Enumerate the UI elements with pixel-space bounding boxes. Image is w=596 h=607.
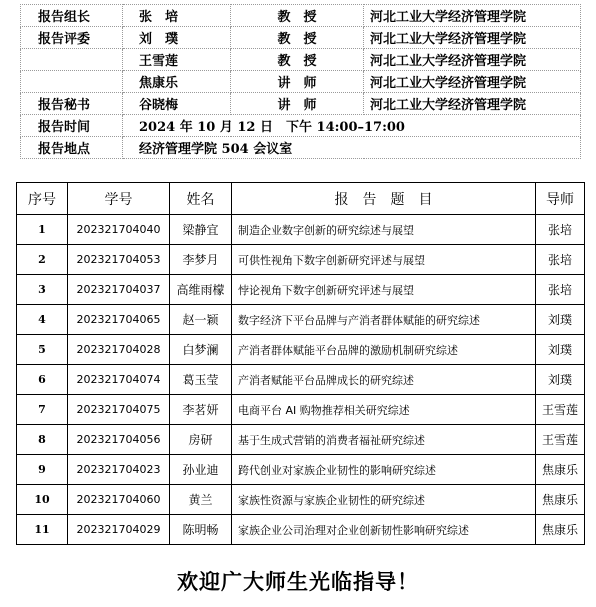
row-name: 梁静宜	[170, 215, 232, 245]
committee-row	[21, 71, 581, 93]
row-advisor: 张培	[536, 215, 585, 245]
row-student-id: 202321704056	[68, 425, 170, 455]
row-advisor: 刘璞	[536, 335, 585, 365]
row-student-id: 202321704028	[68, 335, 170, 365]
table-row	[17, 275, 585, 305]
table-row	[17, 335, 585, 365]
row-no: 9	[17, 455, 68, 485]
row-topic: 家族性资源与家族企业韧性的研究综述	[232, 485, 536, 515]
row-no: 10	[17, 485, 68, 515]
committee-org: 河北工业大学经济管理学院	[364, 5, 581, 27]
header-student-id: 学号	[68, 183, 170, 215]
header-advisor: 导师	[536, 183, 585, 215]
row-topic: 电商平台 AI 购物推荐相关研究综述	[232, 395, 536, 425]
row-no: 7	[17, 395, 68, 425]
row-topic: 可供性视角下数字创新研究评述与展望	[232, 245, 536, 275]
row-advisor: 刘璞	[536, 365, 585, 395]
place-row	[21, 137, 581, 159]
committee-row	[21, 5, 581, 27]
row-student-id: 202321704075	[68, 395, 170, 425]
committee-title: 教 授	[231, 27, 364, 49]
row-topic: 家族企业公司治理对企业创新韧性影响研究综述	[232, 515, 536, 545]
committee-org: 河北工业大学经济管理学院	[364, 27, 581, 49]
row-no: 4	[17, 305, 68, 335]
committee-title: 教 授	[231, 5, 364, 27]
committee-title: 讲 师	[231, 93, 364, 115]
committee-title: 教 授	[231, 49, 364, 71]
row-name: 李梦月	[170, 245, 232, 275]
committee-role: 报告组长	[21, 5, 123, 27]
row-advisor: 焦康乐	[536, 485, 585, 515]
committee-name: 张 培	[123, 5, 231, 27]
place-value: 经济管理学院 504 会议室	[123, 137, 581, 159]
row-topic: 跨代创业对家族企业韧性的影响研究综述	[232, 455, 536, 485]
row-student-id: 202321704060	[68, 485, 170, 515]
committee-row	[21, 49, 581, 71]
committee-role: 报告评委	[21, 27, 123, 49]
committee-row	[21, 27, 581, 49]
committee-name: 刘 璞	[123, 27, 231, 49]
row-topic: 悖论视角下数字创新研究评述与展望	[232, 275, 536, 305]
table-row	[17, 395, 585, 425]
committee-role	[21, 49, 123, 71]
row-advisor: 刘璞	[536, 305, 585, 335]
table-row	[17, 365, 585, 395]
table-row	[17, 425, 585, 455]
table-row	[17, 305, 585, 335]
committee-row	[21, 93, 581, 115]
row-advisor: 张培	[536, 245, 585, 275]
header-no: 序号	[17, 183, 68, 215]
place-label: 报告地点	[21, 137, 123, 159]
row-no: 3	[17, 275, 68, 305]
row-name: 赵一颖	[170, 305, 232, 335]
row-advisor: 焦康乐	[536, 455, 585, 485]
row-topic: 产消者赋能平台品牌成长的研究综述	[232, 365, 536, 395]
row-no: 1	[17, 215, 68, 245]
row-name: 高维雨檬	[170, 275, 232, 305]
committee-info-table	[20, 4, 581, 159]
row-name: 葛玉莹	[170, 365, 232, 395]
row-student-id: 202321704029	[68, 515, 170, 545]
row-no: 5	[17, 335, 68, 365]
row-no: 11	[17, 515, 68, 545]
row-name: 李茗妍	[170, 395, 232, 425]
row-advisor: 王雪莲	[536, 395, 585, 425]
row-name: 黄兰	[170, 485, 232, 515]
committee-name: 王雪莲	[123, 49, 231, 71]
committee-name: 谷晓梅	[123, 93, 231, 115]
row-topic: 产消者群体赋能平台品牌的激励机制研究综述	[232, 335, 536, 365]
row-student-id: 202321704037	[68, 275, 170, 305]
time-value: 2024 年 10 月 12 日 下午 14:00–17:00	[123, 115, 581, 137]
committee-role: 报告秘书	[21, 93, 123, 115]
row-name: 陈明畅	[170, 515, 232, 545]
row-student-id: 202321704074	[68, 365, 170, 395]
row-name: 房研	[170, 425, 232, 455]
committee-org: 河北工业大学经济管理学院	[364, 49, 581, 71]
row-name: 白梦澜	[170, 335, 232, 365]
table-row	[17, 455, 585, 485]
row-no: 8	[17, 425, 68, 455]
table-header-row	[17, 183, 585, 215]
row-student-id: 202321704023	[68, 455, 170, 485]
row-advisor: 王雪莲	[536, 425, 585, 455]
row-student-id: 202321704053	[68, 245, 170, 275]
welcome-message: 欢迎广大师生光临指导！	[177, 569, 419, 594]
time-label: 报告时间	[21, 115, 123, 137]
row-student-id: 202321704040	[68, 215, 170, 245]
header-name: 姓名	[170, 183, 232, 215]
table-row	[17, 515, 585, 545]
committee-role	[21, 71, 123, 93]
row-advisor: 张培	[536, 275, 585, 305]
row-advisor: 焦康乐	[536, 515, 585, 545]
row-no: 2	[17, 245, 68, 275]
row-topic: 基于生成式营销的消费者福祉研究综述	[232, 425, 536, 455]
row-topic: 数字经济下平台品牌与产消者群体赋能的研究综述	[232, 305, 536, 335]
table-row	[17, 215, 585, 245]
time-row	[21, 115, 581, 137]
report-schedule-table	[16, 182, 585, 545]
table-row	[17, 485, 585, 515]
committee-org: 河北工业大学经济管理学院	[364, 71, 581, 93]
committee-org: 河北工业大学经济管理学院	[364, 93, 581, 115]
table-row	[17, 245, 585, 275]
row-student-id: 202321704065	[68, 305, 170, 335]
row-name: 孙业迪	[170, 455, 232, 485]
row-topic: 制造企业数字创新的研究综述与展望	[232, 215, 536, 245]
committee-title: 讲 师	[231, 71, 364, 93]
header-topic: 报 告 题 目	[232, 183, 536, 215]
committee-name: 焦康乐	[123, 71, 231, 93]
row-no: 6	[17, 365, 68, 395]
